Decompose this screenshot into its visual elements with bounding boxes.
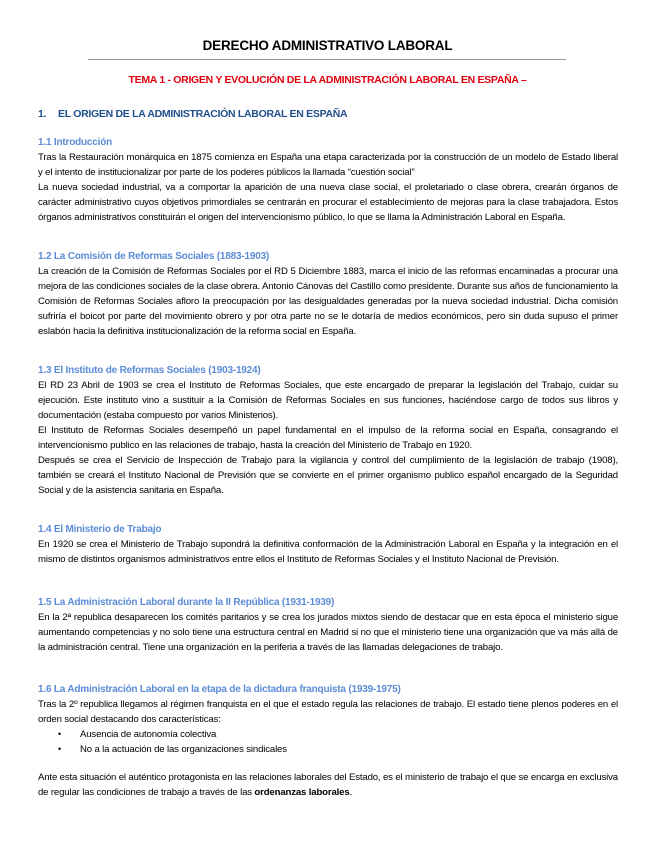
subsection-body-1-2 bbox=[38, 264, 618, 339]
paragraph: La nueva sociedad industrial, va a comportar la aparición de una nueva clase social, el proletariado o clase obrera, crearán órganos de carácter administrativo cuyos objetivos primordiales se centrarán en procurar el establecimiento de mejoras para la clase trabajadora. Estos órganos administrativos constituirán el origen del intervencionismo público, lo que se llama la Administración Laboral en España. bbox=[38, 182, 618, 223]
list-item-text: No a la actuación de las organizaciones sindicales bbox=[80, 744, 287, 755]
characteristics-list bbox=[58, 727, 287, 757]
bullet-icon: • bbox=[58, 729, 62, 739]
subsection-heading-1-1: 1.1 Introducción bbox=[38, 137, 113, 148]
paragraph: El Instituto de Reformas Sociales desempeñó un papel fundamental en el impulso de la reforma social en España, consagrando el intervencionismo publico en las relaciones de trabajo, hasta la creación del Ministerio de Trabajo en 1920. bbox=[38, 425, 618, 451]
title-divider bbox=[88, 59, 566, 60]
subsection-body-1-5 bbox=[38, 610, 618, 655]
closing-period: . bbox=[349, 787, 353, 798]
paragraph: Tras la 2º republica llegamos al régimen franquista en el que el estado regula las relaciones de trabajo. El estado tiene plenos poderes en el orden social destacando dos características: bbox=[38, 699, 618, 725]
subsection-heading-1-3: 1.3 El Instituto de Reformas Sociales (1903-1924) bbox=[38, 365, 261, 376]
closing-text: Ante esta situación el auténtico protagonista en las relaciones laborales del Estado, es el ministerio de trabajo el que se encarga en exclusiva de regular las condiciones de trabajo a través de las bbox=[38, 772, 618, 798]
subsection-body-1-3 bbox=[38, 378, 618, 498]
subsection-body-1-1 bbox=[38, 150, 618, 225]
ordenanzas-laborales-emphasis: ordenanzas laborales bbox=[254, 787, 350, 798]
subsection-heading-1-2: 1.2 La Comisión de Reformas Sociales (1883-1903) bbox=[38, 251, 270, 262]
document-title: DERECHO ADMINISTRATIVO LABORAL bbox=[202, 38, 453, 53]
paragraph: Tras la Restauración monárquica en 1875 comienza en España una etapa caracterizada por la construcción de un modelo de Estado liberal y el intento de institucionalizar por parte de los poderes públicos la llamada “cuestión social” bbox=[38, 152, 618, 178]
subsection-body-1-4 bbox=[38, 537, 618, 567]
section-title: EL ORIGEN DE LA ADMINISTRACIÓN LABORAL EN ESPAÑA bbox=[58, 108, 348, 120]
paragraph: Después se crea el Servicio de Inspección de Trabajo para la vigilancia y control del cumplimiento de la legislación de trabajo (1908), también se creará el Instituto Nacional de Previsión que se convierte en el primer organismo publico español encargado de la Seguridad Social y de la asistencia sanitaria en España. bbox=[38, 455, 618, 496]
list-item bbox=[58, 727, 287, 742]
list-item-text: Ausencia de autonomía colectiva bbox=[80, 729, 217, 740]
tema-heading: TEMA 1 - ORIGEN Y EVOLUCIÓN DE LA ADMINISTRACIÓN LABORAL EN ESPAÑA – bbox=[128, 74, 527, 86]
closing-paragraph bbox=[38, 770, 618, 800]
paragraph: El RD 23 Abril de 1903 se crea el Instituto de Reformas Sociales, que este encargado de preparar la legislación del Trabajo, cuidar su ejecución. Este instituto vino a sustituir a la Comisión de Reformas Sociales en sus funciones, haciéndose cargo de todos sus libros y documentación (estaba compuesto por varios Ministerios). bbox=[38, 380, 618, 421]
subsection-heading-1-6: 1.6 La Administración Laboral en la etapa de la dictadura franquista (1939-1975) bbox=[38, 684, 401, 695]
subsection-body-1-6 bbox=[38, 697, 618, 727]
paragraph bbox=[38, 770, 618, 800]
list-item bbox=[58, 742, 287, 757]
section-heading bbox=[38, 108, 347, 120]
paragraph: En 1920 se crea el Ministerio de Trabajo supondrá la definitiva conformación de la Administración Laboral en España y la integración en el mismo de distintos organismos administrativos entre ellos el Instituto de Reformas Sociales y el Instituto Nacional de Previsión. bbox=[38, 539, 618, 565]
paragraph: En la 2ª republica desaparecen los comités paritarios y se crea los jurados mixtos siendo de destacar que en esta época el ministerio sigue aumentando competencias y no solo tiene una estructura central en Madrid si no que el ministerio tiene una organización que va más allá de la administración central. Tiene una organización en la periferia a través de las llamadas delegaciones de trabajo. bbox=[38, 612, 618, 653]
section-number: 1. bbox=[38, 108, 47, 120]
subsection-heading-1-5: 1.5 La Administración Laboral durante la II República (1931-1939) bbox=[38, 597, 335, 608]
bullet-icon: • bbox=[58, 744, 62, 754]
paragraph: La creación de la Comisión de Reformas Sociales por el RD 5 Diciembre 1883, marca el inicio de las reformas encaminadas a procurar una mejora de las condiciones sociales de la clase obrera. Antonio Cánovas del Castillo como presidente. Durante sus años de funcionamiento la Comisión de Reformas Sociales afloro la preocupación por las desigualdades generadas por la nueva sociedad industrial. Dicha comisión sufriría el boicot por parte del movimiento obrero y por otra parte no se le dotaría de medios económicos, pero sin duda supuso el primer eslabón hacia la definitiva institucionalización de la reforma social en España. bbox=[38, 266, 618, 337]
subsection-heading-1-4: 1.4 El Ministerio de Trabajo bbox=[38, 524, 162, 535]
